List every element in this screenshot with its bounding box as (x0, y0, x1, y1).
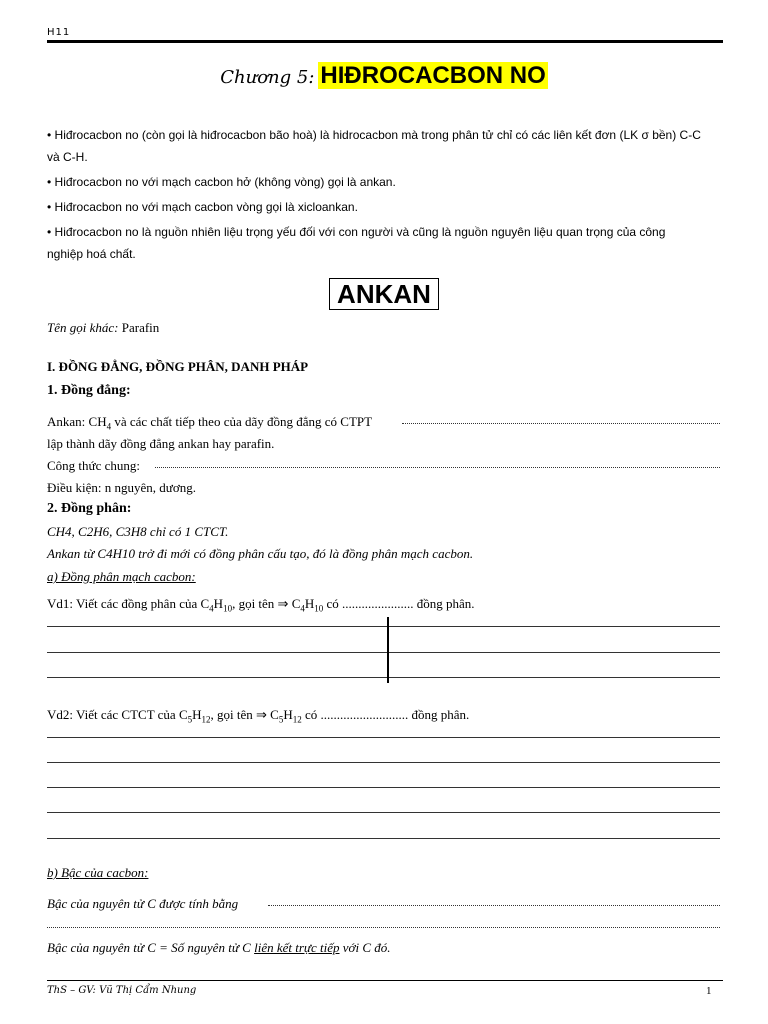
intro-line: • Hiđrocacbon no là nguồn nhiên liệu trọng yếu đối với con người và cũng là nguồn nguyên liệu quan trọng của công (47, 225, 666, 239)
isomer-line-2 (47, 546, 473, 562)
alt-name-value: Parafin (118, 320, 160, 335)
a-heading: a) Đồng phân mạch cacbon: (47, 569, 196, 584)
answer-line (47, 812, 720, 813)
answer-line (47, 677, 720, 678)
fill-line (268, 905, 720, 906)
header-divider (47, 40, 723, 43)
subsection-homologous: 1. Đồng đẳng: (47, 383, 131, 398)
page-number: 1 (706, 985, 712, 997)
fill-line (155, 467, 720, 468)
ankan-sub: 4 (106, 421, 112, 432)
chapter-main-title: HIĐROCACBON NO (320, 62, 546, 89)
footer-divider (47, 980, 723, 981)
subsection-isomer: 2. Đồng phân: (47, 501, 132, 516)
vd2-text: Vd2: Viết các CTCT của $C_5H_{12}$, gọi tên ⇒ $C_5H_{12}$ có ........................... đồng phân. (47, 707, 470, 725)
column-divider (387, 617, 389, 683)
b-heading: b) Bậc của cacbon: (47, 865, 149, 880)
vd1-part: có ...................... đồng phân. (323, 596, 475, 611)
answer-line (47, 652, 720, 653)
intro-line: • Hiđrocacbon no với mạch cacbon vòng gọi là xicloankan. (47, 200, 358, 214)
intro-line: nghiệp hoá chất. (47, 247, 136, 261)
header-code: H11 (47, 27, 71, 38)
isomer-line-1 (47, 524, 228, 540)
vd2-part: có ........................... đồng phân. (301, 707, 470, 722)
answer-line (47, 787, 720, 788)
vd2-part: Vd2: Viết các CTCT của C (47, 707, 188, 722)
answer-line (47, 737, 720, 738)
ankan-text: Ankan: CH (47, 414, 107, 429)
fill-line (47, 927, 720, 928)
footer-author: ThS – GV: Vũ Thị Cẩm Nhung (47, 985, 197, 996)
answer-line (47, 762, 720, 763)
vd1-text: Vd1: Viết các đồng phân của $C_4H_{10}$, gọi tên ⇒ $C_4H_{10}$ có ...................... đồng phân. (47, 596, 475, 614)
answer-line (47, 838, 720, 839)
fill-line (402, 423, 720, 424)
alt-name (47, 320, 159, 336)
ankan-text-rest: và các chất tiếp theo của dãy đồng đẳng có CTPT (111, 414, 373, 429)
chapter-title (0, 62, 768, 90)
intro-line: • Hiđrocacbon no với mạch cacbon hở (không vòng) gọi là ankan. (47, 175, 396, 189)
chapter-label: Chương 5: (220, 67, 315, 88)
ankan-definition-cont: lập thành dãy đồng đẳng ankan hay parafin. (47, 436, 275, 451)
condition-text: Điều kiện: n nguyên, dương. (47, 480, 196, 495)
bac-text: Bậc của nguyên tử C = Số nguyên tử C (47, 940, 255, 955)
bac-text-underlined: liên kết trực tiếp (254, 940, 340, 955)
ankan-heading: ANKAN (329, 278, 439, 310)
general-formula-label: Công thức chung: (47, 458, 140, 473)
vd1-part: , gọi tên ⇒ C (232, 596, 301, 611)
isomer-text: Ankan từ C4H10 trở đi mới có đồng phân cấu tạo, đó là đồng phân mạch cacbon. (47, 546, 474, 561)
ankan-definition (47, 414, 372, 432)
bac-text: với C đó. (339, 940, 391, 955)
isomer-text: CH4, C2H6, C3H8 chỉ có 1 CTCT. (47, 524, 229, 539)
intro-paragraph (47, 124, 727, 265)
bac-line-2 (47, 940, 391, 956)
section-title: I. ĐỒNG ĐẲNG, ĐỒNG PHÂN, DANH PHÁP (47, 359, 309, 374)
bac-line-1: Bậc của nguyên tử C được tính bằng (47, 896, 239, 911)
vd1-part: Vd1: Viết các đồng phân của C (47, 596, 210, 611)
answer-line (47, 626, 720, 627)
intro-line: • Hiđrocacbon no (còn gọi là hiđrocacbon bão hoà) là hidrocacbon mà trong phân tử chỉ có các liên kết đơn (LK σ bền) C-C (47, 128, 701, 142)
vd2-part: , gọi tên ⇒ C (210, 707, 279, 722)
intro-line: và C-H. (47, 150, 88, 164)
alt-name-label: Tên gọi khác: (47, 320, 119, 335)
